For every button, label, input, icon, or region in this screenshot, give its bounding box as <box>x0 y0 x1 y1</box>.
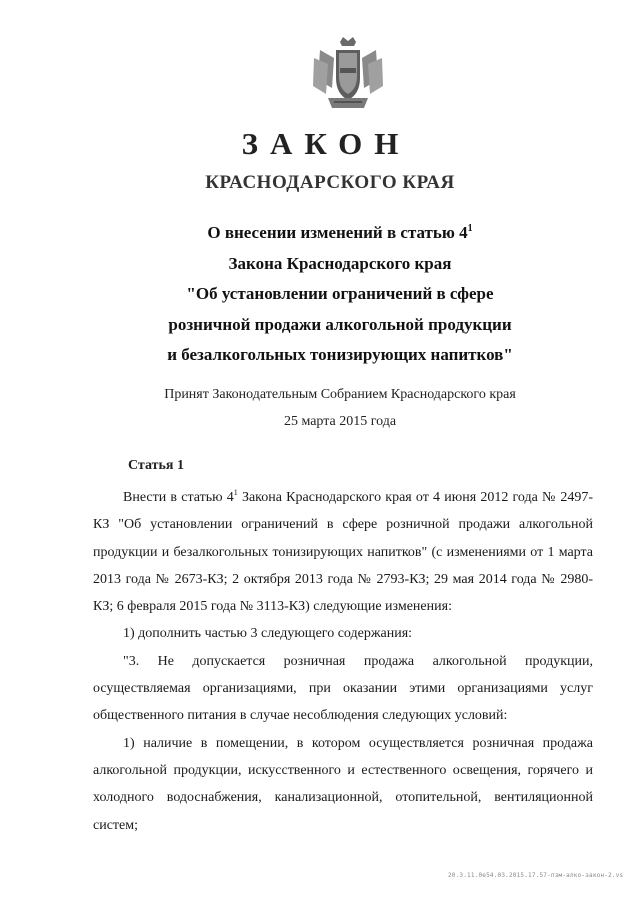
article-paragraph: "3. Не допускается розничная продажа алкогольной продукции, осуществляемая организациями, при оказании этими организациями услуг общественного питания в случае несоблюдения следующих условий: <box>93 653 593 724</box>
article-paragraph: 1) наличие в помещении, в котором осуществляется розничная продажа алкогольной продукции, искусственного и естественного освещения, горячего и холодного водоснабжения, канализационной, отопительной, вентиляционной систем; <box>93 735 593 833</box>
coat-of-arms-icon <box>310 36 386 112</box>
law-title: ЗАКОН <box>241 126 411 161</box>
article-paragraph: 1) дополнить частью 3 следующего содержания: <box>123 626 413 642</box>
file-footer: 20.3.11.0е54.03.2015.17.57-пзм-алко-закон-2.vs <box>448 872 624 879</box>
heading-superscript: 1 <box>467 223 473 234</box>
adoption-date: 25 марта 2015 года <box>283 414 397 429</box>
article-label: Статья 1 <box>128 458 184 473</box>
heading-line-4: розничной продажи алкогольной продукции <box>168 314 512 334</box>
article-intro: Внести в статью $4^1$ Закона Краснодарского края от 4 июня 2012 года № 2497-КЗ "Об установлении ограничений в сфере розничной продажи алкогольной продукции и безалкогольных тонизирующих напитков" (с изменениями от 1 марта 2013 года № 2673-КЗ; 2 октября 2013 года № 2793-КЗ; 29 мая 2014 года № 2980-КЗ; 6 февраля 2015 года № 3113-КЗ) следующие изменения: <box>93 488 593 615</box>
adoption-line: Принят Законодательным Собранием Краснодарского края <box>164 387 516 402</box>
law-heading <box>0 218 640 371</box>
article-body <box>93 484 593 839</box>
heading-line-3: "Об установлении ограничений в сфере <box>186 284 494 303</box>
heading-line-5: и безалкогольных тонизирующих напитков" <box>167 345 513 364</box>
adoption-note <box>0 381 640 435</box>
region-name: КРАСНОДАРСКОГО КРАЯ <box>205 172 455 193</box>
heading-line-1: О внесении изменений в статью $4^1$ <box>207 223 473 242</box>
heading-line-2: Закона Краснодарского края <box>228 253 452 273</box>
